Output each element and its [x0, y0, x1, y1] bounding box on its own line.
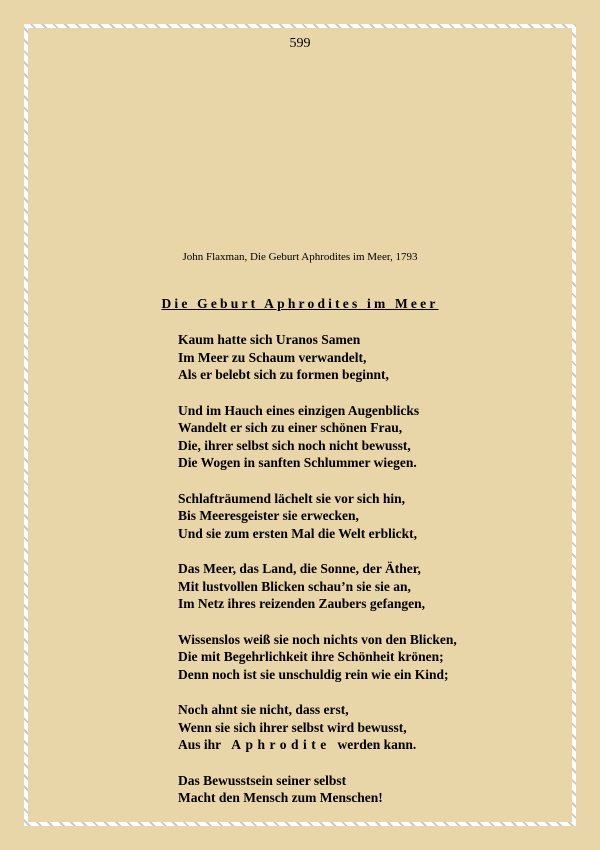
poem-line-aphrodite [178, 736, 457, 754]
poem-line: Das Meer, das Land, die Sonne, der Äther, [178, 561, 421, 576]
poem-line: Wissenslos weiß sie noch nichts von den Blicken, [178, 631, 457, 647]
stanza [178, 631, 457, 684]
poem-line: Und sie zum ersten Mal die Welt erblickt, [178, 525, 417, 541]
poem-line: Noch ahnt sie nicht, dass erst, [178, 702, 349, 717]
stanza [178, 772, 457, 807]
poem-line: Wenn sie sich ihrer selbst wird bewusst, [178, 719, 407, 735]
line-start: Aus ihr [178, 737, 222, 752]
poem-line: Kaum hatte sich Uranos Samen [178, 332, 361, 347]
poem-line: Im Netz ihres reizenden Zaubers gefangen, [178, 596, 425, 611]
poem-line: Im Meer zu Schaum verwandelt, [178, 349, 367, 365]
poem-line: Wandelt er sich zu einer schönen Frau, [178, 420, 403, 435]
stanza [178, 490, 457, 543]
aphrodite-name: Aphrodite [231, 737, 331, 752]
poem-line: Schlafträumend lächelt sie vor sich hin, [178, 490, 406, 506]
poem-line: Das Bewusstsein seiner selbst [178, 772, 347, 788]
stanza [178, 331, 457, 384]
line-end: werden kann. [337, 737, 417, 752]
image-caption: John Flaxman, Die Geburt Aphrodites im Meer, 1793 [182, 251, 418, 263]
poem-title: Die Geburt Aphrodites im Meer [161, 296, 439, 311]
page-number: 599 [289, 36, 311, 51]
poem-line: Bis Meeresgeister sie erwecken, [178, 508, 359, 523]
poem-line: Als er belebt sich zu formen beginnt, [178, 367, 389, 382]
poem-line: Mit lustvollen Blicken schau’n sie sie an, [178, 578, 411, 594]
stanza [178, 701, 457, 754]
stanza [178, 560, 457, 613]
poem-body [178, 331, 457, 825]
poem-line: Die Wogen in sanften Schlummer wiegen. [178, 455, 417, 470]
poem-line: Die mit Begehrlichkeit ihre Schönheit krönen; [178, 649, 444, 664]
poem-line: Die, ihrer selbst sich noch nicht bewusst, [178, 437, 411, 453]
poem-line: Denn noch ist sie unschuldig rein wie ein Kind; [178, 666, 449, 682]
poem-line: Und im Hauch eines einzigen Augenblicks [178, 402, 420, 418]
stanza [178, 402, 457, 472]
poem-line: Macht den Mensch zum Menschen! [178, 790, 383, 805]
